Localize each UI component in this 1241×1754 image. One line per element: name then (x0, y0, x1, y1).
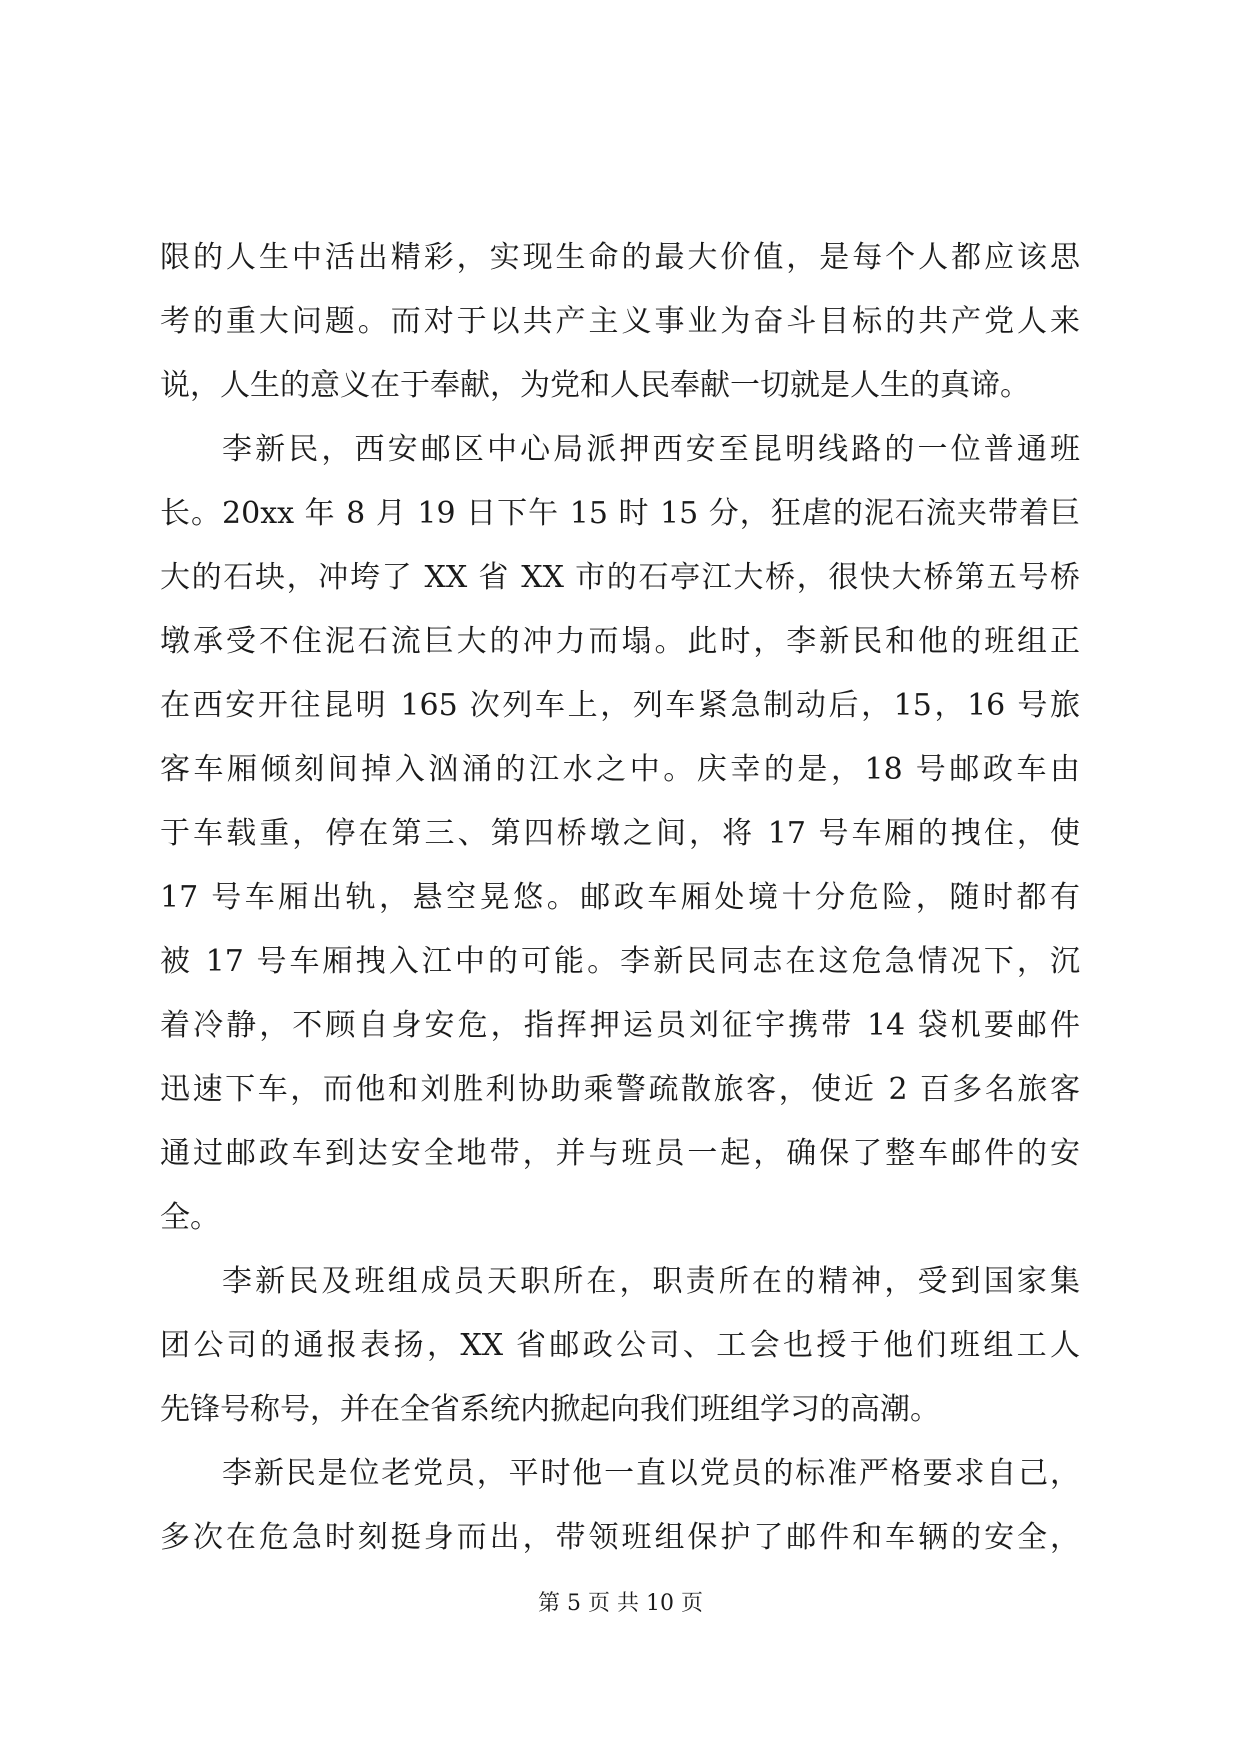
text-line: 考的重大问题。而对于以共产主义事业为奋斗目标的共产党人来 (160, 304, 1080, 339)
paragraph-4 (160, 1442, 1080, 1570)
text-line: 17 号车厢出轨，悬空晃悠。邮政车厢处境十分危险，随时都有 (160, 880, 1080, 915)
text-line: 大的石块，冲垮了 XX 省 XX 市的石亭江大桥，很快大桥第五号桥 (160, 560, 1080, 595)
text-line: 着冷静，不顾自身安危，指挥押运员刘征宇携带 14 袋机要邮件 (160, 1008, 1080, 1043)
text-line: 于车载重，停在第三、第四桥墩之间，将 17 号车厢的拽住，使 (160, 816, 1080, 851)
paragraph-2 (160, 418, 1080, 1250)
text-line: 全。 (160, 1200, 220, 1235)
text-line: 李新民是位老党员，平时他一直以党员的标准严格要求自己， (222, 1456, 1080, 1491)
text-line: 被 17 号车厢拽入江中的可能。李新民同志在这危急情况下，沉 (160, 944, 1080, 979)
text-line: 先锋号称号，并在全省系统内掀起向我们班组学习的高潮。 (160, 1392, 940, 1427)
text-line: 长。20xx 年 8 月 19 日下午 15 时 15 分，狂虐的泥石流夹带着巨 (160, 496, 1080, 531)
text-line: 限的人生中活出精彩，实现生命的最大价值，是每个人都应该思 (160, 240, 1080, 275)
text-line: 在西安开往昆明 165 次列车上，列车紧急制动后，15，16 号旅 (160, 688, 1080, 723)
text-line: 团公司的通报表扬，XX 省邮政公司、工会也授于他们班组工人 (160, 1328, 1080, 1363)
text-line: 李新民及班组成员天职所在，职责所在的精神，受到国家集 (222, 1264, 1080, 1299)
text-line: 客车厢倾刻间掉入汹涌的江水之中。庆幸的是，18 号邮政车由 (160, 752, 1080, 787)
text-line: 多次在危急时刻挺身而出，带领班组保护了邮件和车辆的安全， (160, 1520, 1080, 1555)
page-number: 第 5 页 共 10 页 (538, 1591, 703, 1616)
text-line: 说，人生的意义在于奉献，为党和人民奉献一切就是人生的真谛。 (160, 368, 1030, 403)
text-line: 通过邮政车到达安全地带，并与班员一起，确保了整车邮件的安 (160, 1136, 1080, 1171)
text-line: 迅速下车，而他和刘胜利协助乘警疏散旅客，使近 2 百多名旅客 (160, 1072, 1080, 1107)
document-body (160, 226, 1080, 1570)
paragraph-1 (160, 226, 1080, 418)
text-line: 李新民，西安邮区中心局派押西安至昆明线路的一位普通班 (222, 432, 1080, 467)
page-footer (0, 1589, 1241, 1619)
paragraph-3 (160, 1250, 1080, 1442)
text-line: 墩承受不住泥石流巨大的冲力而塌。此时，李新民和他的班组正 (160, 624, 1080, 659)
